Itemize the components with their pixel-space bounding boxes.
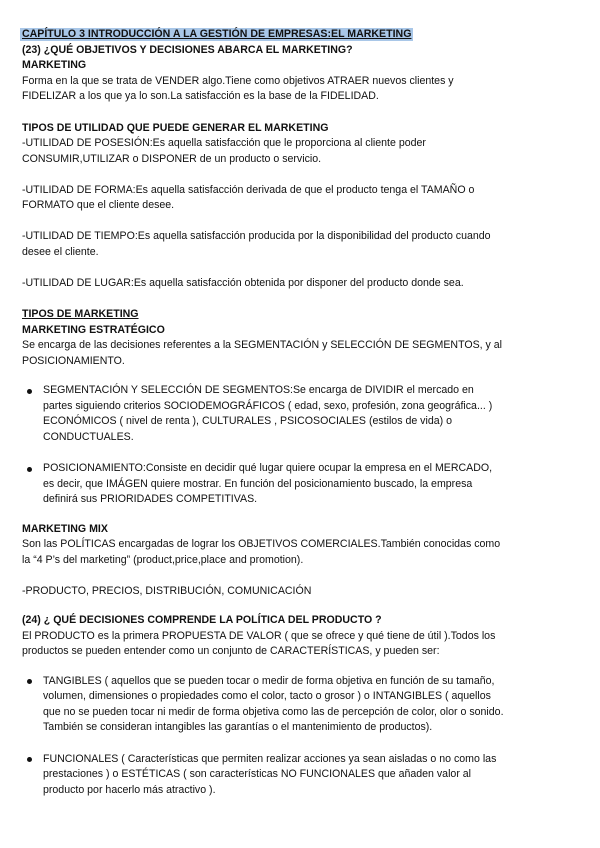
utility-posesion-line: -UTILIDAD DE POSESIÓN:Es aquella satisfacción que le proporciona al cliente poder <box>22 137 426 149</box>
utility-types-heading: TIPOS DE UTILIDAD QUE PUEDE GENERAR EL MARKETING <box>22 121 329 134</box>
strategic-bullet-list <box>22 383 578 508</box>
list-item-segmentacion <box>22 383 578 445</box>
document-page <box>22 27 578 798</box>
bullet-icon <box>27 467 32 472</box>
bullet-line: SEGMENTACIÓN Y SELECCIÓN DE SEGMENTOS:Se encarga de DIVIDIR el mercado en <box>43 384 474 396</box>
strategic-definition-line: POSICIONAMIENTO. <box>22 354 125 367</box>
marketing-definition-line: FIDELIZAR a los que ya lo son.La satisfacción es la base de la FIDELIDAD. <box>22 90 379 102</box>
marketing-mix-definition-line: Son las POLÍTICAS encargadas de lograr los OBJETIVOS COMERCIALES.También conocidas como <box>22 538 501 550</box>
bullet-icon <box>27 389 32 394</box>
question-24-heading: (24) ¿ QUÉ DECISIONES COMPRENDE LA POLÍTICA DEL PRODUCTO ? <box>22 614 382 626</box>
utility-forma-line: -UTILIDAD DE FORMA:Es aquella satisfacción derivada de que el producto tenga el TAMAÑO o <box>22 183 475 196</box>
bullet-line: definirá sus PRIORIDADES COMPETITIVAS. <box>43 493 258 505</box>
bullet-line: FUNCIONALES ( Características que permiten realizar acciones ya sean aisladas o no como las <box>43 752 497 765</box>
utility-lugar-line: -UTILIDAD DE LUGAR:Es aquella satisfacción obtenida por disponer del producto donde sea. <box>22 276 464 289</box>
bullet-line: que no se pueden tocar ni medir de forma objetiva como las de percepción de color, olor o sonido. <box>43 705 504 718</box>
bullet-line: ECONÓMICOS ( nivel de renta ), CULTURALES , PSICOSOCIALES (estilos de vida) o <box>43 415 452 427</box>
marketing-mix-definition-line: la “4 P’s del marketing” (product,price,place and promotion). <box>22 553 304 566</box>
product-definition-line: El PRODUCTO es la primera PROPUESTA DE VALOR ( que se ofrece y qué tiene de útil ).Todos los <box>22 629 496 642</box>
utility-posesion-line: CONSUMIR,UTILIZAR o DISPONER de un producto o servicio. <box>22 152 322 165</box>
marketing-mix-list: -PRODUCTO, PRECIOS, DISTRIBUCIÓN, COMUNICACIÓN <box>22 584 312 597</box>
bullet-line: También se consideran intangibles las garantías o el mantenimiento de productos). <box>43 721 433 733</box>
bullet-line: TANGIBLES ( aquellos que se pueden tocar o medir de forma objetiva en función de su tamaño, <box>43 674 495 687</box>
product-definition-line: productos se pueden entender como un conjunto de CARACTERÍSTICAS, y pueden ser: <box>22 645 440 657</box>
product-bullet-list <box>22 674 578 799</box>
strategic-definition-line: Se encarga de las decisiones referentes a la SEGMENTACIÓN y SELECCIÓN DE SEGMENTOS, y al <box>22 339 503 351</box>
bullet-line: POSICIONAMIENTO:Consiste en decidir qué lugar quiere ocupar la empresa en el MERCADO, <box>43 462 493 474</box>
utility-tiempo-line: -UTILIDAD DE TIEMPO:Es aquella satisfacción producida por la disponibilidad del producto cuando <box>22 230 491 242</box>
utility-tiempo-line: desee el cliente. <box>22 245 99 258</box>
bullet-icon <box>27 757 32 762</box>
question-23-heading: (23) ¿QUÉ OBJETIVOS Y DECISIONES ABARCA EL MARKETING? <box>22 43 353 56</box>
utility-forma-line: FORMATO que el cliente desee. <box>22 199 175 211</box>
marketing-types-heading: TIPOS DE MARKETING <box>22 308 139 320</box>
marketing-definition-line: Forma en la que se trata de VENDER algo.Tiene como objetivos ATRAER nuevos clientes y <box>22 74 454 87</box>
list-item-funcionales <box>22 752 578 799</box>
bullet-line: CONDUCTUALES. <box>43 430 134 443</box>
list-item-tangibles <box>22 674 578 736</box>
bullet-line: volumen, dimensiones o propiedades como el color, tacto o grosor ) o INTANGIBLES ( aquellos <box>43 690 491 702</box>
list-item-posicionamiento <box>22 461 578 508</box>
bullet-icon <box>27 679 32 684</box>
bullet-line: partes siguiendo criterios SOCIODEMOGRÁFICOS ( edad, sexo, profesión, zona geográfica... ) <box>43 399 493 412</box>
bullet-line: prestaciones ) o ESTÉTICAS ( son características NO FUNCIONALES que añaden valor al <box>43 768 472 780</box>
marketing-mix-heading: MARKETING MIX <box>22 522 108 535</box>
bullet-line: producto por hacerlo más atractivo ). <box>43 783 216 796</box>
marketing-heading: MARKETING <box>22 59 87 71</box>
strategic-marketing-heading: MARKETING ESTRATÉGICO <box>22 323 165 336</box>
chapter-title: CAPÍTULO 3 INTRODUCCIÓN A LA GESTIÓN DE EMPRESAS:EL MARKETING <box>22 28 412 40</box>
bullet-line: es decir, que IMÁGEN quiere mostrar. En función del posicionamiento buscado, la empresa <box>43 477 473 490</box>
